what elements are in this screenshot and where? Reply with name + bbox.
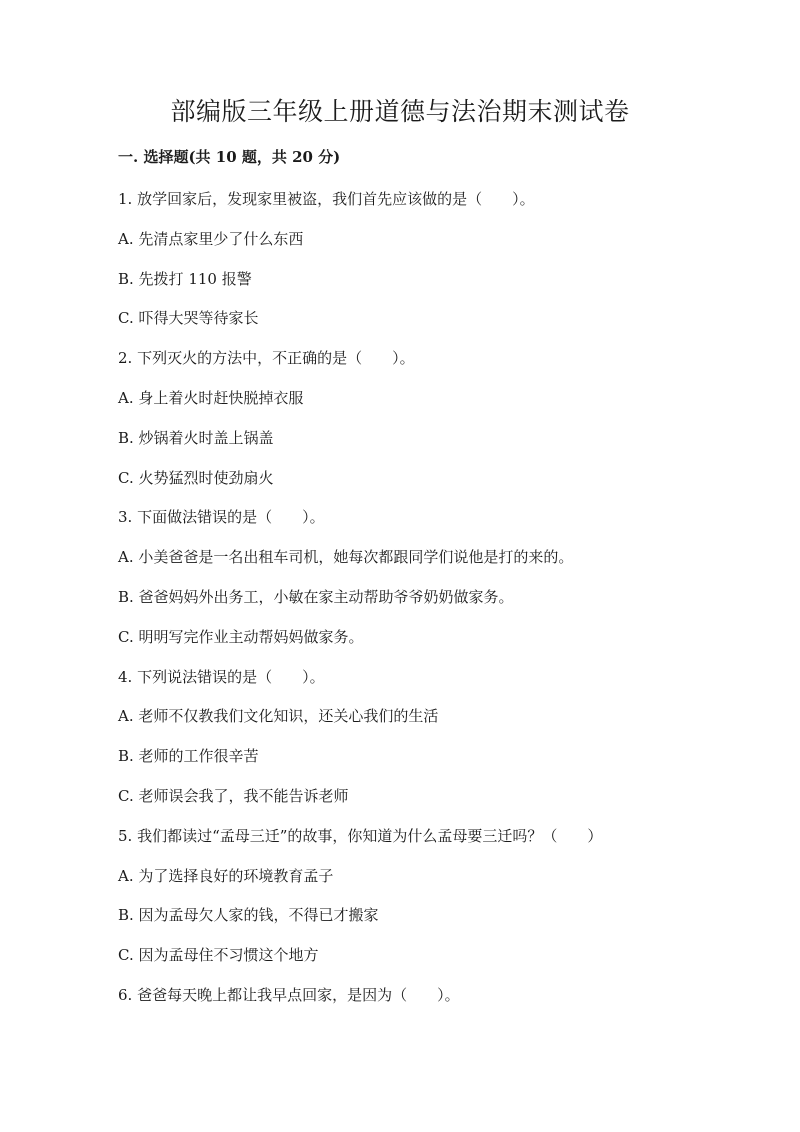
answer-option: B. 老师的工作很辛苦 bbox=[118, 747, 259, 766]
question-stem: 4. 下列说法错误的是（ ）。 bbox=[118, 667, 325, 686]
answer-option: B. 先拨打 110 报警 bbox=[118, 269, 252, 288]
question-stem: 2. 下列灭火的方法中，不正确的是（ ）。 bbox=[118, 349, 415, 368]
answer-option: C. 明明写完作业主动帮妈妈做家务。 bbox=[118, 627, 364, 646]
answer-option: A. 小美爸爸是一名出租车司机，她每次都跟同学们说他是打的来的。 bbox=[118, 548, 574, 567]
answer-option: A. 老师不仅教我们文化知识，还关心我们的生活 bbox=[118, 707, 439, 726]
answer-option: B. 因为孟母欠人家的钱，不得已才搬家 bbox=[118, 906, 379, 925]
question-list bbox=[118, 187, 778, 1023]
question-stem: 3. 下面做法错误的是（ ）。 bbox=[118, 508, 325, 527]
answer-option: C. 火势猛烈时使劲扇火 bbox=[118, 468, 274, 487]
question-stem: 1. 放学回家后，发现家里被盗，我们首先应该做的是（ ）。 bbox=[118, 190, 535, 208]
answer-option: B. 爸爸妈妈外出务工，小敏在家主动帮助爷爷奶奶做家务。 bbox=[118, 587, 514, 606]
answer-option: A. 先清点家里少了什么东西 bbox=[118, 229, 304, 248]
answer-option: C. 吓得大哭等待家长 bbox=[118, 309, 259, 328]
section-heading: 一. 选择题(共 10 题，共 20 分) bbox=[118, 148, 341, 166]
page-title: 部编版三年级上册道德与法治期末测试卷 bbox=[170, 97, 630, 126]
question-stem: 6. 爸爸每天晚上都让我早点回家，是因为（ ）。 bbox=[118, 985, 460, 1004]
answer-option: C. 因为孟母住不习惯这个地方 bbox=[118, 946, 319, 965]
answer-option: B. 炒锅着火时盖上锅盖 bbox=[118, 428, 274, 447]
answer-option: C. 老师误会我了，我不能告诉老师 bbox=[118, 786, 349, 805]
question-stem: 5. 我们都读过“孟母三迁”的故事，你知道为什么孟母要三迁吗？（ ） bbox=[118, 826, 603, 845]
answer-option: A. 为了选择良好的环境教育孟子 bbox=[118, 866, 334, 885]
answer-option: A. 身上着火时赶快脱掉衣服 bbox=[118, 388, 304, 407]
